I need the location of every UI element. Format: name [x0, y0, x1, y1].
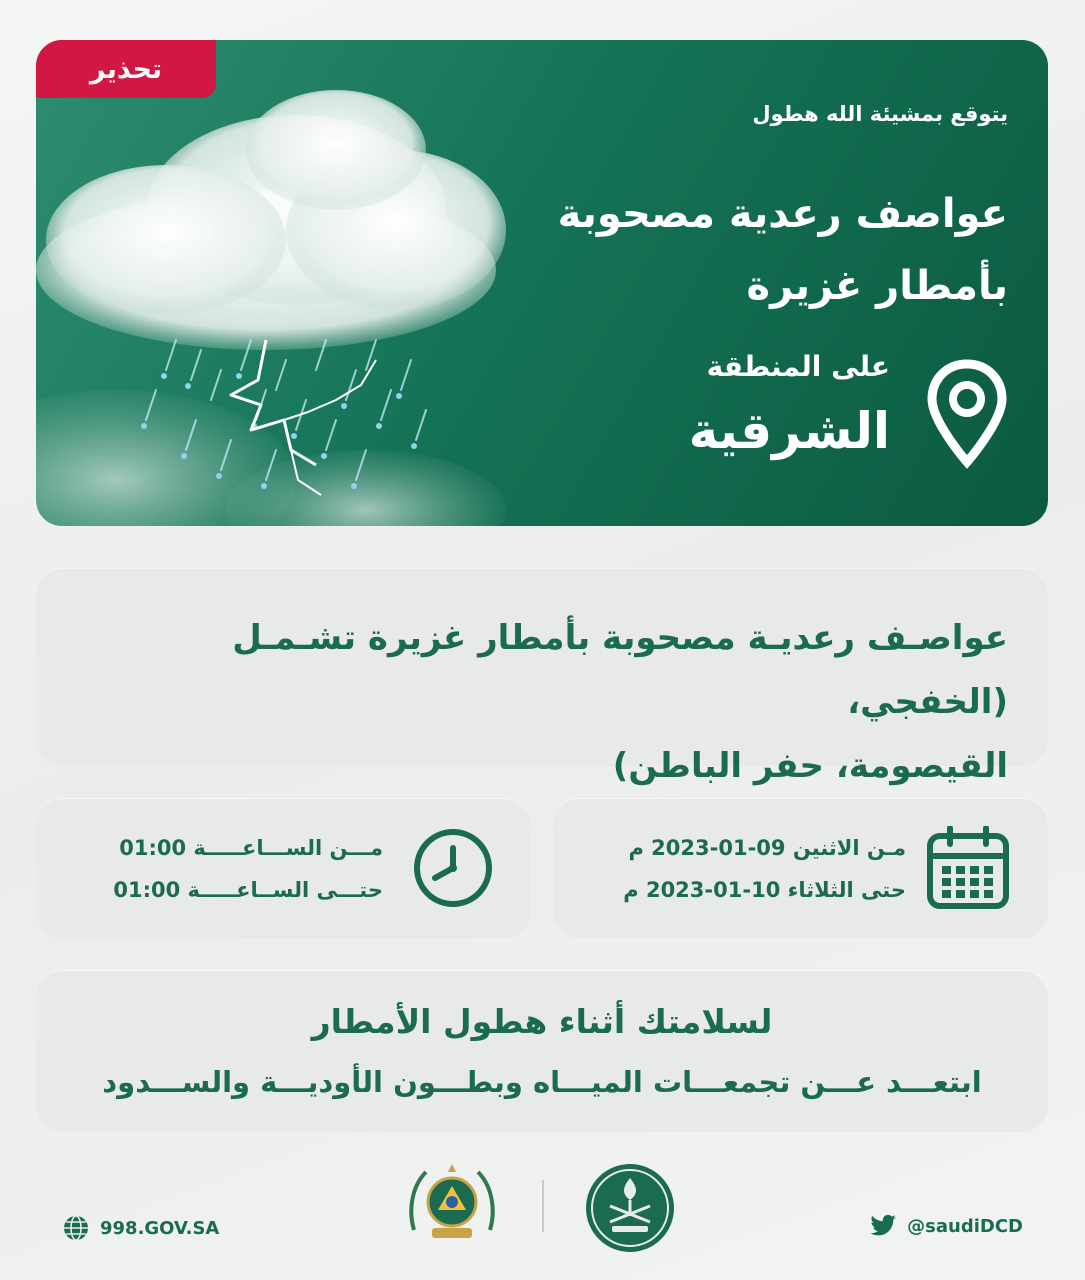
time-from: مـــن الســـاعـــــة 01:00	[119, 836, 383, 860]
description-card	[36, 568, 1048, 786]
region-name: الشرقية	[688, 402, 890, 460]
warning-badge: تحذير	[36, 40, 216, 98]
region-label: على المنطقة	[706, 350, 890, 383]
hero-banner	[36, 40, 1048, 526]
footer-divider	[542, 1180, 544, 1232]
expect-text: يتوقع بمشيئة الله هطول	[752, 102, 1008, 126]
description-line-1: عواصـف رعديـة مصحوبة بأمطار غزيرة تشـمـل (الخفجي،	[232, 618, 1008, 722]
clock-icon	[411, 826, 495, 910]
website-text: 998.GOV.SA	[100, 1217, 220, 1239]
twitter-icon	[869, 1214, 897, 1238]
date-card	[553, 798, 1048, 938]
time-to: حتـــى الســاعـــــة 01:00	[113, 878, 383, 902]
headline	[558, 178, 1008, 322]
safety-card	[36, 970, 1048, 1132]
twitter-handle: @saudiDCD	[907, 1215, 1023, 1237]
description-line-2: القيصومة، حفر الباطن)	[612, 746, 1008, 786]
twitter-link[interactable]	[869, 1214, 1023, 1238]
website-link[interactable]	[62, 1214, 219, 1242]
location-pin-icon	[926, 358, 1008, 470]
globe-icon	[62, 1214, 90, 1242]
headline-line-2: بأمطار غزيرة	[746, 263, 1008, 309]
calendar-icon	[926, 826, 1010, 910]
safety-subtitle: ابتعـــد عـــن تجمعـــات الميـــاه وبطـــون الأوديـــة والســـدود	[102, 1065, 982, 1099]
civil-defense-logo	[404, 1160, 500, 1244]
time-card	[36, 798, 531, 938]
storm-cloud-illustration	[36, 40, 556, 526]
description-text	[68, 606, 1008, 798]
safety-title: لسلامتك أثناء هطول الأمطار	[311, 1002, 773, 1041]
headline-line-1: عواصف رعدية مصحوبة	[557, 191, 1008, 237]
date-from: مـن الاثنين 09-01-2023 م	[628, 836, 906, 860]
ministry-logo	[582, 1160, 678, 1256]
date-to: حتى الثلاثاء 10-01-2023 م	[623, 878, 906, 902]
